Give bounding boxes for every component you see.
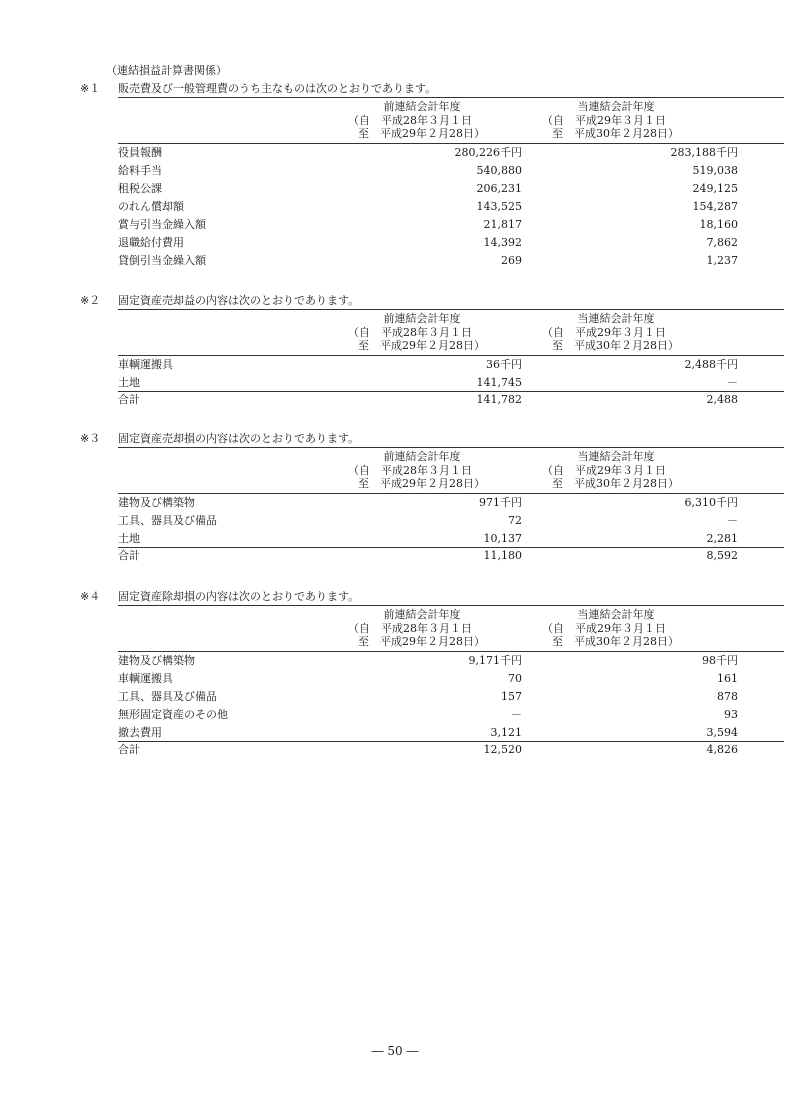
note-3-prev-period-header — [342, 450, 502, 491]
row-prev-value: 143,525 — [476, 200, 522, 213]
prev-period-to: 至 平成29年２月28日） — [358, 635, 485, 648]
table-row — [118, 162, 784, 180]
prev-period-title: 前連結会計年度 — [383, 100, 461, 113]
row-curr-value: 1,237 — [706, 254, 738, 267]
row-label: 貸倒引当金繰入額 — [118, 254, 206, 267]
row-prev-value: 36千円 — [486, 358, 522, 371]
table-row — [118, 512, 784, 530]
prev-period-from: （自 平成28年３月１日 — [348, 325, 472, 339]
row-label: 無形固定資産のその他 — [118, 708, 228, 721]
curr-period-title: 当連結会計年度 — [577, 100, 655, 113]
row-prev-value: 157 — [501, 690, 522, 703]
table-row — [118, 252, 784, 270]
table-row — [118, 234, 784, 252]
row-prev-value: 9,171千円 — [468, 654, 522, 667]
note-1-curr-period-header — [536, 100, 696, 141]
row-label: 工具、器具及び備品 — [118, 514, 217, 527]
row-curr-value: 878 — [717, 690, 738, 703]
table-row — [118, 688, 784, 706]
total-curr-value: 4,826 — [706, 743, 738, 756]
curr-period-to: 至 平成30年２月28日） — [552, 477, 679, 490]
row-prev-value: 14,392 — [483, 236, 522, 249]
prev-period-from: （自 平成28年３月１日 — [348, 113, 472, 127]
row-curr-value: 2,281 — [706, 532, 738, 545]
prev-period-to: 至 平成29年２月28日） — [358, 477, 485, 490]
row-curr-value: 3,594 — [706, 726, 738, 739]
total-curr-value: 8,592 — [706, 549, 738, 562]
note-1-number: ※１ — [80, 82, 101, 95]
total-prev-value: 11,180 — [483, 549, 522, 562]
table-row — [118, 706, 784, 724]
note-1-title-text: 販売費及び一般管理費のうち主なものは次のとおりであります。 — [118, 82, 437, 95]
note-4-title-text: 固定資産除却損の内容は次のとおりであります。 — [118, 590, 360, 603]
table-row — [118, 494, 784, 512]
table-row — [118, 180, 784, 198]
row-prev-value: 10,137 — [483, 532, 522, 545]
row-curr-value: 98千円 — [702, 654, 738, 667]
row-prev-value: 141,745 — [476, 376, 522, 389]
note-4-number: ※４ — [80, 590, 101, 603]
page-heading: （連結損益計算書関係） — [106, 64, 227, 77]
row-label: 土地 — [118, 376, 140, 389]
note-3-title-text: 固定資産売却損の内容は次のとおりであります。 — [118, 432, 360, 445]
row-label: 車輌運搬具 — [118, 672, 173, 685]
table-row — [118, 198, 784, 216]
row-label: 賞与引当金繰入額 — [118, 218, 206, 231]
row-prev-value: 269 — [501, 254, 522, 267]
row-label: 退職給付費用 — [118, 236, 184, 249]
table-row — [118, 356, 784, 374]
row-label: 役員報酬 — [118, 146, 162, 159]
table-row — [118, 374, 784, 392]
table-row — [118, 144, 784, 162]
table-row — [118, 530, 784, 548]
note-2-title — [80, 292, 359, 308]
note-4-top-rule — [118, 605, 784, 606]
note-3-section — [80, 430, 738, 570]
row-curr-value: 7,862 — [706, 236, 738, 249]
row-label: 工具、器具及び備品 — [118, 690, 217, 703]
table-row — [118, 216, 784, 234]
row-prev-value: 70 — [508, 672, 522, 685]
row-curr-value: － — [727, 514, 738, 527]
row-prev-value: 280,226千円 — [454, 146, 522, 159]
note-2-curr-period-header — [536, 312, 696, 353]
note-1-title — [80, 80, 436, 96]
note-2-number: ※２ — [80, 294, 101, 307]
row-curr-value: 18,160 — [699, 218, 738, 231]
table-row — [118, 652, 784, 670]
page-number: ― 50 ― — [371, 1044, 419, 1058]
prev-period-from: （自 平成28年３月１日 — [348, 621, 472, 635]
prev-period-to: 至 平成29年２月28日） — [358, 339, 485, 352]
note-3-curr-period-header — [536, 450, 696, 491]
total-label: 合計 — [118, 549, 140, 562]
note-3-number: ※３ — [80, 432, 101, 445]
prev-period-from: （自 平成28年３月１日 — [348, 463, 472, 477]
row-label: 建物及び構築物 — [118, 496, 195, 509]
total-row — [118, 547, 784, 565]
note-1-section — [80, 80, 738, 270]
note-2-prev-period-header — [342, 312, 502, 353]
prev-period-title: 前連結会計年度 — [383, 608, 461, 621]
curr-period-title: 当連結会計年度 — [577, 608, 655, 621]
row-curr-value: 2,488千円 — [684, 358, 738, 371]
curr-period-title: 当連結会計年度 — [577, 450, 655, 463]
total-prev-value: 141,782 — [476, 393, 522, 406]
total-row — [118, 391, 784, 409]
row-prev-value: 540,880 — [476, 164, 522, 177]
curr-period-from: （自 平成29年３月１日 — [542, 463, 666, 477]
note-3-top-rule — [118, 447, 784, 448]
row-curr-value: － — [727, 376, 738, 389]
note-2-top-rule — [118, 309, 784, 310]
curr-period-to: 至 平成30年２月28日） — [552, 635, 679, 648]
curr-period-title: 当連結会計年度 — [577, 312, 655, 325]
table-row — [118, 670, 784, 688]
prev-period-to: 至 平成29年２月28日） — [358, 127, 485, 140]
row-prev-value: 206,231 — [476, 182, 522, 195]
row-prev-value: － — [511, 708, 522, 721]
row-label: 土地 — [118, 532, 140, 545]
row-prev-value: 21,817 — [483, 218, 522, 231]
row-prev-value: 971千円 — [479, 496, 522, 509]
note-2-title-text: 固定資産売却益の内容は次のとおりであります。 — [118, 294, 360, 307]
curr-period-to: 至 平成30年２月28日） — [552, 339, 679, 352]
row-curr-value: 161 — [717, 672, 738, 685]
total-label: 合計 — [118, 393, 140, 406]
total-curr-value: 2,488 — [706, 393, 738, 406]
row-label: 租税公課 — [118, 182, 162, 195]
row-curr-value: 249,125 — [692, 182, 738, 195]
total-prev-value: 12,520 — [483, 743, 522, 756]
prev-period-title: 前連結会計年度 — [383, 450, 461, 463]
row-curr-value: 93 — [724, 708, 738, 721]
row-label: 車輌運搬具 — [118, 358, 173, 371]
curr-period-from: （自 平成29年３月１日 — [542, 113, 666, 127]
table-row — [118, 724, 784, 742]
note-2-section — [80, 292, 738, 412]
note-4-section — [80, 588, 738, 768]
prev-period-title: 前連結会計年度 — [383, 312, 461, 325]
row-label: のれん償却額 — [118, 200, 184, 213]
note-4-curr-period-header — [536, 608, 696, 649]
row-curr-value: 6,310千円 — [684, 496, 738, 509]
row-prev-value: 3,121 — [490, 726, 522, 739]
note-3-title — [80, 430, 359, 446]
total-row — [118, 741, 784, 759]
row-label: 建物及び構築物 — [118, 654, 195, 667]
row-label: 撤去費用 — [118, 726, 162, 739]
note-4-title — [80, 588, 359, 604]
total-label: 合計 — [118, 743, 140, 756]
curr-period-to: 至 平成30年２月28日） — [552, 127, 679, 140]
note-1-prev-period-header — [342, 100, 502, 141]
row-curr-value: 519,038 — [692, 164, 738, 177]
note-4-prev-period-header — [342, 608, 502, 649]
curr-period-from: （自 平成29年３月１日 — [542, 325, 666, 339]
row-label: 給料手当 — [118, 164, 162, 177]
curr-period-from: （自 平成29年３月１日 — [542, 621, 666, 635]
row-curr-value: 283,188千円 — [670, 146, 738, 159]
note-1-top-rule — [118, 97, 784, 98]
row-curr-value: 154,287 — [692, 200, 738, 213]
row-prev-value: 72 — [508, 514, 522, 527]
